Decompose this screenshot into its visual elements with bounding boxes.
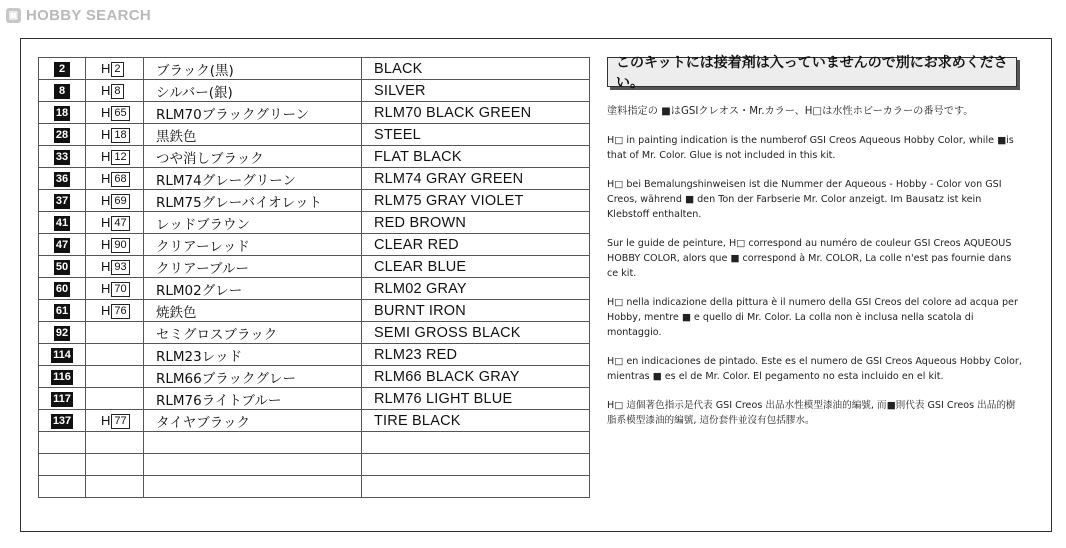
hobby-color-prefix: H bbox=[101, 302, 111, 318]
hobby-color-number-cell bbox=[86, 256, 144, 278]
mr-color-number: 92 bbox=[55, 327, 69, 339]
mr-color-number-cell bbox=[39, 102, 86, 124]
glue-notice-text: このキットには接着剤は入っていませんので別にお求めください。 bbox=[616, 55, 1008, 91]
note-en: H□ in painting indication is the numberof GSI Creos Aqueous Hobby Color, while ■is that of Mr. Color. Glue is not included in this kit. bbox=[607, 135, 1014, 161]
paint-notes bbox=[607, 104, 1025, 428]
hobby-color-number-cell bbox=[86, 212, 144, 234]
mr-color-number: 33 bbox=[55, 151, 69, 163]
hobby-color-number: 90 bbox=[111, 238, 129, 253]
hobby-color-number: 68 bbox=[111, 172, 129, 187]
color-name-jp: RLM70ブラックグリーン bbox=[144, 102, 362, 124]
color-name-jp: RLM76ライトブルー bbox=[144, 388, 362, 410]
color-name-en: BURNT IRON bbox=[362, 300, 590, 322]
color-name-en: RED BROWN bbox=[362, 212, 590, 234]
hobby-color-number-cell bbox=[86, 410, 144, 432]
mr-color-number-cell bbox=[39, 80, 86, 102]
color-row bbox=[39, 432, 590, 454]
hobby-color-number-cell bbox=[86, 454, 144, 476]
hobby-color-number: 70 bbox=[111, 282, 129, 297]
mr-color-number-cell bbox=[39, 146, 86, 168]
color-row bbox=[39, 146, 590, 168]
color-row bbox=[39, 454, 590, 476]
hobby-color-prefix: H bbox=[101, 126, 111, 142]
mr-color-number-cell bbox=[39, 168, 86, 190]
hobby-color-prefix: H bbox=[101, 82, 111, 98]
mr-color-number: 18 bbox=[55, 107, 69, 119]
mr-color-number: 2 bbox=[54, 62, 70, 77]
hobby-color-number-cell bbox=[86, 124, 144, 146]
mr-color-number: 137 bbox=[52, 415, 72, 427]
mr-color-number-cell bbox=[39, 124, 86, 146]
color-name-en: CLEAR BLUE bbox=[362, 256, 590, 278]
note-jp: 塗料指定の ■はGSIクレオス・Mr.カラー、H□は水性ホビーカラーの番号です。 bbox=[607, 106, 974, 117]
color-name-en: RLM66 BLACK GRAY bbox=[362, 366, 590, 388]
mr-color-number: 61 bbox=[55, 305, 69, 317]
hobby-color-number-cell bbox=[86, 322, 144, 344]
mr-color-number: 8 bbox=[54, 84, 70, 99]
hobby-color-number-cell bbox=[86, 388, 144, 410]
color-row bbox=[39, 58, 590, 80]
mr-color-number-cell bbox=[39, 58, 86, 80]
color-row bbox=[39, 476, 590, 498]
note-it: H□ nella indicazione della pittura è il numero della GSI Creos del colore ad acqua per Hobby, mentre ■ e quello di Mr. Color. La colla non è inclusa nella scatola di montaggio. bbox=[607, 297, 1018, 338]
hobby-color-prefix: H bbox=[101, 258, 111, 274]
color-name-jp: シルバー(銀) bbox=[144, 80, 362, 102]
color-name-jp: クリアーレッド bbox=[144, 234, 362, 256]
color-row bbox=[39, 190, 590, 212]
color-name-jp bbox=[144, 476, 362, 498]
color-name-jp: 黒鉄色 bbox=[144, 124, 362, 146]
mr-color-number-cell bbox=[39, 476, 86, 498]
hobby-color-prefix: H bbox=[101, 192, 111, 208]
hobby-color-number: 12 bbox=[111, 150, 129, 165]
mr-color-number-cell bbox=[39, 256, 86, 278]
hobby-color-number: 93 bbox=[111, 260, 129, 275]
mr-color-number: 47 bbox=[55, 239, 69, 251]
color-name-jp bbox=[144, 454, 362, 476]
color-name-en: RLM74 GRAY GREEN bbox=[362, 168, 590, 190]
hobby-color-number-cell bbox=[86, 80, 144, 102]
color-name-jp: タイヤブラック bbox=[144, 410, 362, 432]
mr-color-number-cell bbox=[39, 212, 86, 234]
hobby-color-number-cell bbox=[86, 300, 144, 322]
color-name-jp: RLM74グレーグリーン bbox=[144, 168, 362, 190]
mr-color-number: 116 bbox=[53, 371, 71, 383]
hobby-color-prefix: H bbox=[101, 412, 111, 428]
color-row bbox=[39, 322, 590, 344]
paint-color-table bbox=[38, 57, 590, 498]
mr-color-number-cell bbox=[39, 234, 86, 256]
mr-color-number-cell bbox=[39, 432, 86, 454]
glue-notice bbox=[607, 55, 1017, 91]
color-name-jp: レッドブラウン bbox=[144, 212, 362, 234]
brand-logo bbox=[6, 5, 151, 25]
brand-name: HOBBY SEARCH bbox=[26, 6, 152, 24]
hobby-search-logo-icon: ▣ bbox=[6, 8, 21, 23]
color-name-en bbox=[362, 476, 590, 498]
color-name-jp: RLM02グレー bbox=[144, 278, 362, 300]
mr-color-number: 60 bbox=[55, 283, 69, 295]
color-name-en: SEMI GROSS BLACK bbox=[362, 322, 590, 344]
mr-color-number: 114 bbox=[53, 349, 71, 361]
note-fr: Sur le guide de peinture, H□ correspond au numéro de couleur GSI Creos AQUEOUS HOBBY COLOR, alors que ■ correspond à Mr. COLOR, La colle n'est pas fournie dans ce kit. bbox=[607, 238, 1012, 279]
note-zh: H□ 這個著色指示是代表 GSI Creos 出品水性模型漆油的編號, 而■則代表 GSI Creos 出品的樹脂系模型漆油的編號, 這份套件並沒有包括膠水。 bbox=[607, 400, 1016, 426]
color-name-jp: 焼鉄色 bbox=[144, 300, 362, 322]
hobby-color-number-cell bbox=[86, 168, 144, 190]
mr-color-number: 36 bbox=[55, 173, 69, 185]
mr-color-number: 28 bbox=[55, 129, 69, 141]
color-row bbox=[39, 344, 590, 366]
color-name-en: STEEL bbox=[362, 124, 590, 146]
hobby-color-number-cell bbox=[86, 234, 144, 256]
mr-color-number: 41 bbox=[55, 217, 69, 229]
hobby-color-number: 47 bbox=[111, 216, 129, 231]
color-name-jp: RLM23レッド bbox=[144, 344, 362, 366]
color-name-jp: クリアーブルー bbox=[144, 256, 362, 278]
color-row bbox=[39, 256, 590, 278]
color-row bbox=[39, 410, 590, 432]
color-name-en: TIRE BLACK bbox=[362, 410, 590, 432]
hobby-color-prefix: H bbox=[101, 170, 111, 186]
mr-color-number-cell bbox=[39, 190, 86, 212]
mr-color-number: 117 bbox=[53, 393, 71, 405]
color-name-en: SILVER bbox=[362, 80, 590, 102]
color-name-en: CLEAR RED bbox=[362, 234, 590, 256]
hobby-color-number-cell bbox=[86, 58, 144, 80]
note-de: H□ bei Bemalungshinweisen ist die Nummer der Aqueous - Hobby - Color von GSI Creos, während ■ den Ton der Farbserie Mr. Color anzeigt. Im Bausatz ist kein Klebstoff enthalten. bbox=[607, 179, 1002, 220]
hobby-color-prefix: H bbox=[101, 148, 111, 164]
hobby-color-number: 65 bbox=[111, 106, 129, 121]
hobby-color-prefix: H bbox=[101, 214, 111, 230]
color-row bbox=[39, 102, 590, 124]
color-name-en bbox=[362, 454, 590, 476]
hobby-color-number: 2 bbox=[111, 62, 123, 77]
hobby-color-prefix: H bbox=[101, 280, 111, 296]
color-name-en: RLM70 BLACK GREEN bbox=[362, 102, 590, 124]
color-row bbox=[39, 278, 590, 300]
mr-color-number-cell bbox=[39, 454, 86, 476]
mr-color-number-cell bbox=[39, 366, 86, 388]
color-name-en: RLM23 RED bbox=[362, 344, 590, 366]
mr-color-number-cell bbox=[39, 300, 86, 322]
color-name-jp bbox=[144, 432, 362, 454]
mr-color-number: 50 bbox=[55, 261, 69, 273]
color-name-jp: RLM75グレーバイオレット bbox=[144, 190, 362, 212]
hobby-color-number-cell bbox=[86, 102, 144, 124]
color-name-jp: ブラック(黒) bbox=[144, 58, 362, 80]
hobby-color-number-cell bbox=[86, 278, 144, 300]
color-row bbox=[39, 300, 590, 322]
mr-color-number-cell bbox=[39, 344, 86, 366]
color-name-jp: RLM66ブラックグレー bbox=[144, 366, 362, 388]
mr-color-number-cell bbox=[39, 410, 86, 432]
color-name-en bbox=[362, 432, 590, 454]
color-name-en: RLM76 LIGHT BLUE bbox=[362, 388, 590, 410]
note-es: H□ en indicaciones de pintado. Este es el numero de GSI Creos Aqueous Hobby Color, mientras ■ es el de Mr. Color. El pegamento no esta incluido en el kit. bbox=[607, 356, 1022, 382]
color-row bbox=[39, 212, 590, 234]
color-name-en: FLAT BLACK bbox=[362, 146, 590, 168]
color-name-en: RLM75 GRAY VIOLET bbox=[362, 190, 590, 212]
hobby-color-number-cell bbox=[86, 366, 144, 388]
hobby-color-number-cell bbox=[86, 432, 144, 454]
color-row bbox=[39, 80, 590, 102]
hobby-color-number: 69 bbox=[111, 194, 129, 209]
hobby-color-prefix: H bbox=[101, 236, 111, 252]
hobby-color-prefix: H bbox=[101, 60, 111, 76]
hobby-color-number: 76 bbox=[111, 304, 129, 319]
color-name-en: BLACK bbox=[362, 58, 590, 80]
mr-color-number-cell bbox=[39, 278, 86, 300]
color-row bbox=[39, 234, 590, 256]
hobby-color-number-cell bbox=[86, 190, 144, 212]
color-row bbox=[39, 124, 590, 146]
hobby-color-number-cell bbox=[86, 344, 144, 366]
hobby-color-number-cell bbox=[86, 476, 144, 498]
hobby-color-number-cell bbox=[86, 146, 144, 168]
hobby-color-number: 77 bbox=[111, 414, 129, 429]
color-row bbox=[39, 388, 590, 410]
mr-color-number: 37 bbox=[55, 195, 69, 207]
hobby-color-number: 18 bbox=[111, 128, 129, 143]
hobby-color-number: 8 bbox=[111, 84, 123, 99]
hobby-color-prefix: H bbox=[101, 104, 111, 120]
color-name-jp: つや消しブラック bbox=[144, 146, 362, 168]
color-name-en: RLM02 GRAY bbox=[362, 278, 590, 300]
color-name-jp: セミグロスブラック bbox=[144, 322, 362, 344]
mr-color-number-cell bbox=[39, 388, 86, 410]
color-rows bbox=[39, 58, 590, 498]
color-row bbox=[39, 168, 590, 190]
color-row bbox=[39, 366, 590, 388]
mr-color-number-cell bbox=[39, 322, 86, 344]
